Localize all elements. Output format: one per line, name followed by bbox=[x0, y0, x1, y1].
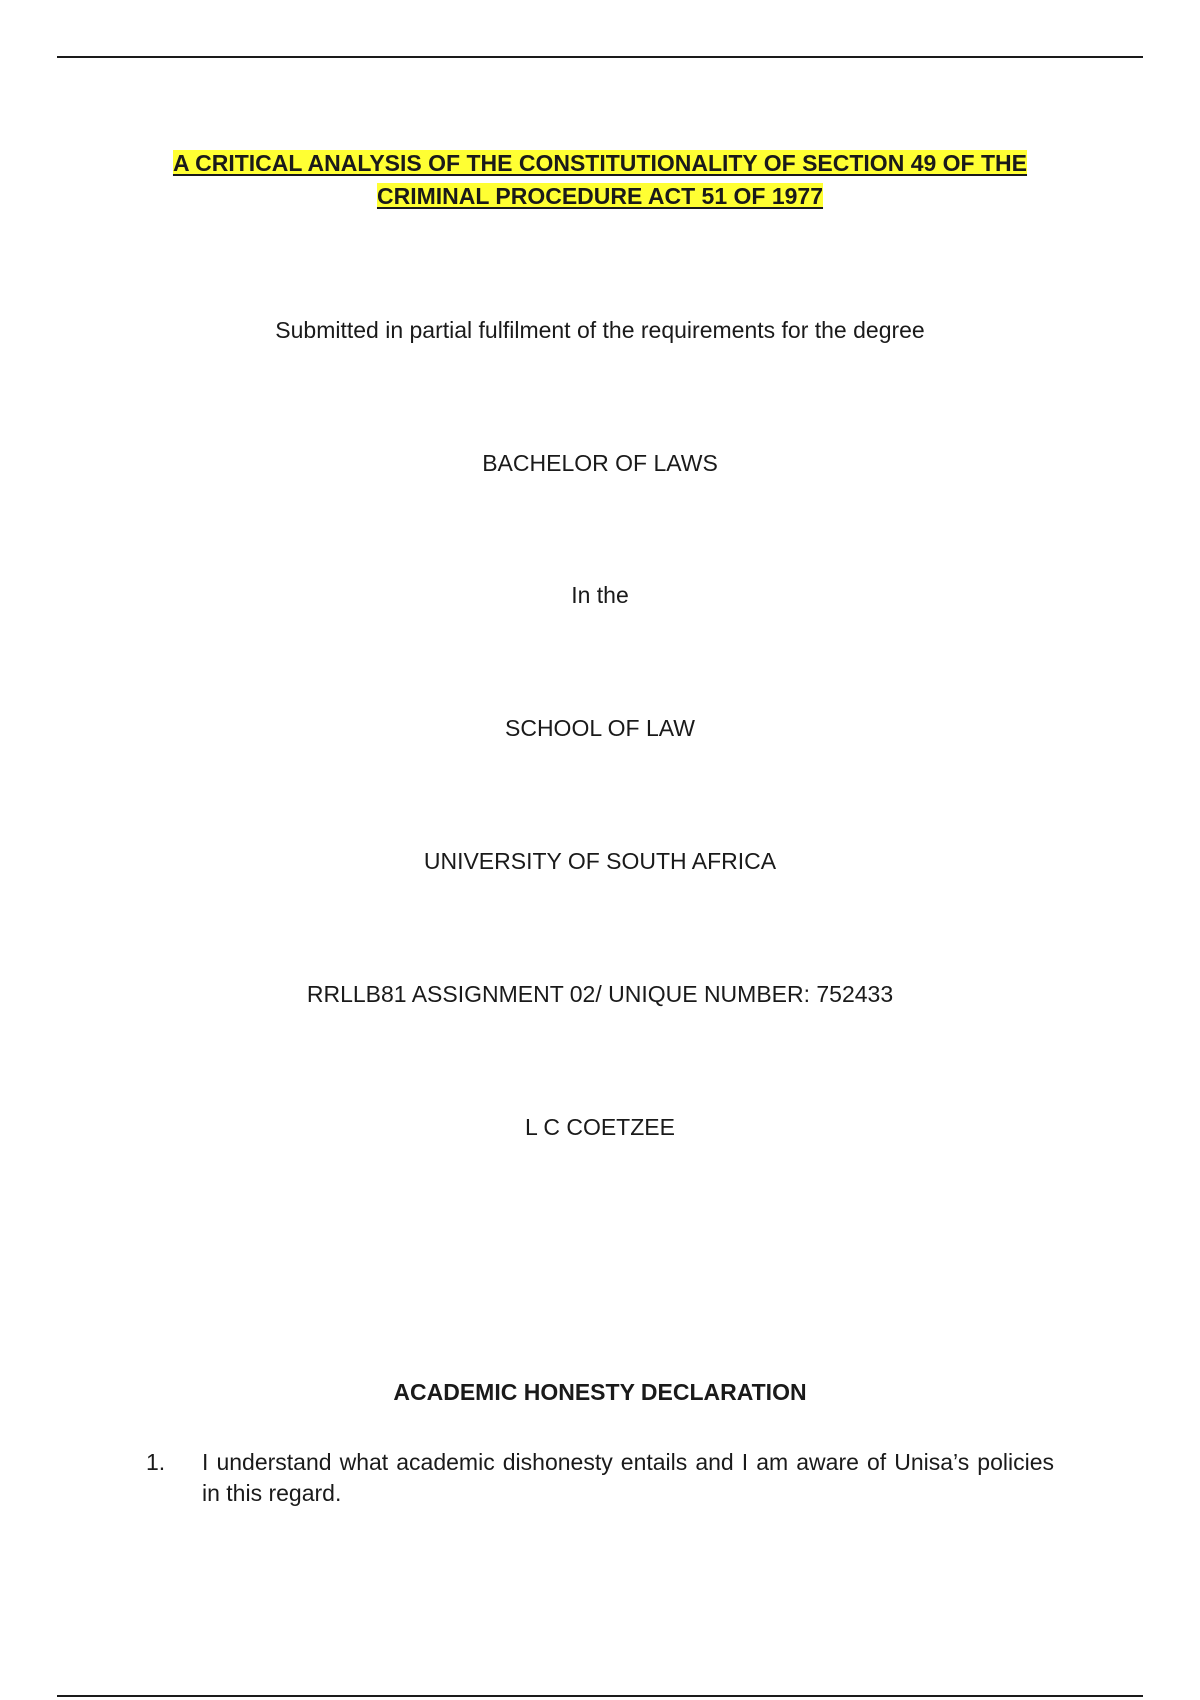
title-line-1: A CRITICAL ANALYSIS OF THE CONSTITUTIONALITY OF SECTION 49 OF THE bbox=[172, 150, 1028, 176]
document-title bbox=[120, 147, 1080, 213]
declaration-item-number: 1. bbox=[146, 1449, 166, 1475]
university-name: UNIVERSITY OF SOUTH AFRICA bbox=[423, 848, 777, 874]
assignment-number: RRLLB81 ASSIGNMENT 02/ UNIQUE NUMBER: 752433 bbox=[306, 981, 894, 1007]
author-name: L C COETZEE bbox=[525, 1114, 675, 1140]
title-line-2: CRIMINAL PROCEDURE ACT 51 OF 1977 bbox=[376, 183, 824, 209]
top-horizontal-rule bbox=[57, 56, 1143, 58]
submitted-statement: Submitted in partial fulfilment of the requirements for the degree bbox=[275, 317, 925, 343]
declaration-heading: ACADEMIC HONESTY DECLARATION bbox=[393, 1379, 807, 1405]
degree-name: BACHELOR OF LAWS bbox=[482, 450, 718, 476]
bottom-horizontal-rule bbox=[57, 1695, 1143, 1697]
declaration-item-text: I understand what academic dishonesty entails and I am aware of Unisa’s policies in this regard. bbox=[202, 1449, 1054, 1506]
in-the-text: In the bbox=[571, 582, 629, 608]
school-name: SCHOOL OF LAW bbox=[505, 715, 695, 741]
